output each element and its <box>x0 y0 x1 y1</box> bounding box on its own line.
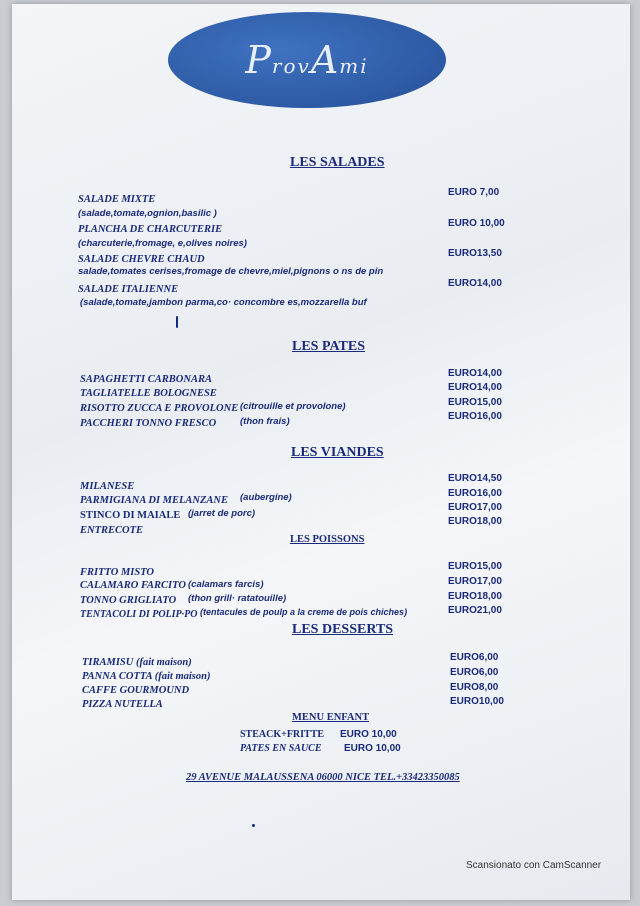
pizza-nutella-price: EURO10,00 <box>450 696 504 707</box>
risotto-name: RISOTTO ZUCCA E PROVOLONE <box>80 403 239 414</box>
italienne-price: EURO14,00 <box>448 278 502 289</box>
plancha-desc: (charcuterie,fromage, e,olives noires) <box>78 238 247 249</box>
calamaro-name: CALAMARO FARCITO <box>80 580 186 591</box>
paccheri-note: (thon frais) <box>240 416 290 427</box>
steack-name: STEACK+FRITTE <box>240 729 325 740</box>
calamaro-price: EURO17,00 <box>448 576 502 587</box>
parmigiana-note: (aubergine) <box>240 492 292 503</box>
paccheri-name: PACCHERI TONNO FRESCO <box>80 418 217 429</box>
salade-mixte-desc: (salade,tomate,ognion,basilic ) <box>78 208 217 219</box>
stinco-note: (jarret de porc) <box>188 508 256 519</box>
calamaro-note: (calamars farcis) <box>188 579 264 590</box>
heading-salades: LES SALADES <box>290 155 385 170</box>
logo-text: ProvAmi <box>245 38 369 82</box>
milanese-name: MILANESE <box>80 481 135 492</box>
heading-pates: LES PATES <box>292 339 366 354</box>
salade-mixte-price: EURO 7,00 <box>448 187 500 198</box>
italienne-name: SALADE ITALIENNE <box>78 284 179 295</box>
chevre-desc: salade,tomates cerises,fromage de chevre,miel,pignons o ns de pin <box>78 266 384 277</box>
heading-viandes: LES VIANDES <box>291 445 384 460</box>
risotto-note: (citrouille et provolone) <box>240 401 346 412</box>
caffe-price: EURO8,00 <box>450 682 499 693</box>
entrecote-name: ENTRECOTE <box>80 525 144 536</box>
ink-dot <box>252 824 255 827</box>
tonno-note: (thon grill· ratatouille) <box>188 593 287 604</box>
tiramisu-price: EURO6,00 <box>450 652 499 663</box>
bolognese-name: TAGLIATELLE BOLOGNESE <box>80 388 217 399</box>
parmigiana-price: EURO16,00 <box>448 488 502 499</box>
provami-logo <box>168 12 446 108</box>
stinco-price: EURO17,00 <box>448 502 502 513</box>
caffe-name: CAFFE GOURMOUND <box>82 685 190 696</box>
heading-poissons: LES POISSONS <box>290 534 365 545</box>
ink-mark <box>176 316 178 328</box>
stinco-name: STINCO DI MAIALE <box>80 510 181 521</box>
tentacoli-price: EURO21,00 <box>448 605 502 616</box>
paccheri-price: EURO16,00 <box>448 411 502 422</box>
entrecote-price: EURO18,00 <box>448 516 502 527</box>
steack-price: EURO 10,00 <box>340 729 397 740</box>
bolognese-price: EURO14,00 <box>448 382 502 393</box>
heading-menu-enfant: MENU ENFANT <box>292 712 370 723</box>
tonno-price: EURO18,00 <box>448 591 502 602</box>
tonno-name: TONNO GRIGLIATO <box>80 595 177 606</box>
panna-cotta-price: EURO6,00 <box>450 667 499 678</box>
italienne-desc: (salade,tomate,jambon parma,co· concombre es,mozzarella buf <box>80 297 367 308</box>
chevre-price: EURO13,50 <box>448 248 502 259</box>
panna-cotta-name: PANNA COTTA (fait maison) <box>82 671 211 682</box>
plancha-name: PLANCHA DE CHARCUTERIE <box>78 224 223 235</box>
parmigiana-name: PARMIGIANA DI MELANZANE <box>80 495 229 506</box>
pizza-nutella-name: PIZZA NUTELLA <box>82 699 163 710</box>
fritto-name: FRITTO MISTO <box>80 567 155 578</box>
milanese-price: EURO14,50 <box>448 473 502 484</box>
footer-address: 29 AVENUE MALAUSSENA 06000 NICE TEL.+33423350085 <box>186 772 460 783</box>
tiramisu-name: TIRAMISU (fait maison) <box>82 657 192 668</box>
pates-sauce-name: PATES EN SAUCE <box>240 743 322 754</box>
chevre-name: SALADE CHEVRE CHAUD <box>78 254 205 265</box>
risotto-price: EURO15,00 <box>448 397 502 408</box>
camscanner-watermark: Scansionato con CamScanner <box>466 860 602 871</box>
carbonara-price: EURO14,00 <box>448 368 502 379</box>
tentacoli-note: (tentacules de poulp a la creme de pois chiches) <box>200 607 408 617</box>
heading-desserts: LES DESSERTS <box>292 622 394 637</box>
salade-mixte-name: SALADE MIXTE <box>78 194 156 205</box>
tentacoli-name: TENTACOLI DI POLIP·PO <box>80 609 198 620</box>
fritto-price: EURO15,00 <box>448 561 502 572</box>
carbonara-name: SAPAGHETTI CARBONARA <box>80 374 212 385</box>
plancha-price: EURO 10,00 <box>448 218 505 229</box>
pates-sauce-price: EURO 10,00 <box>344 743 401 754</box>
